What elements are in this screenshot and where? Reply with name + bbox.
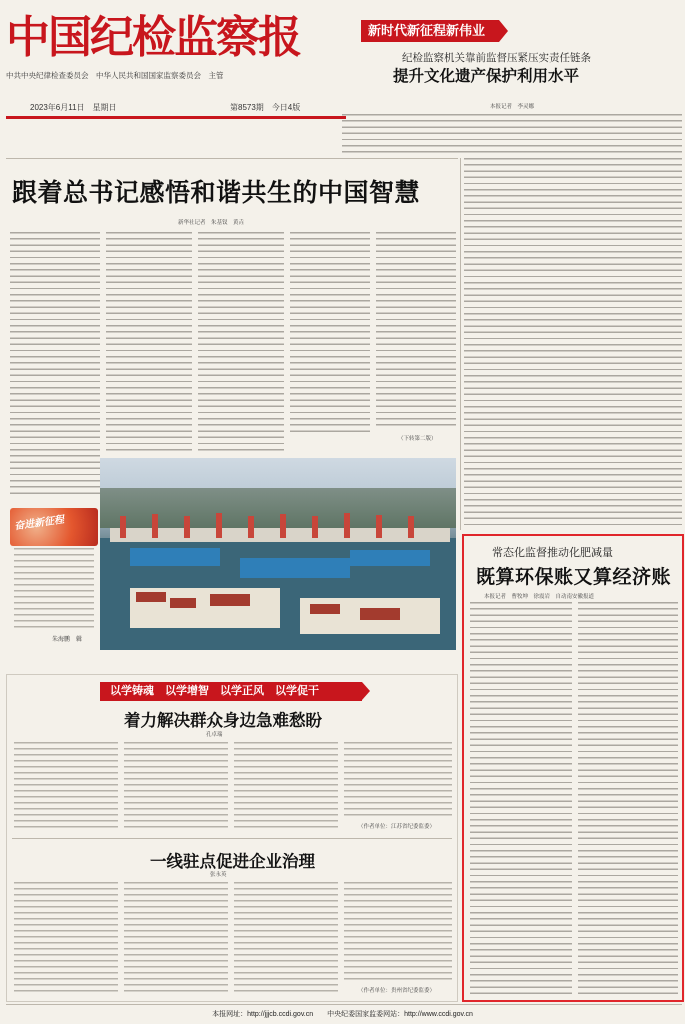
bottom-story-byline: 张永英 (210, 872, 227, 878)
main-story-continued: （下转第二版） (398, 436, 437, 442)
main-story-column-4 (290, 232, 370, 432)
middle-story-column-2 (124, 742, 228, 832)
side-feature-badge: 奋进新征程 (13, 514, 65, 533)
main-story-column-1 (10, 232, 100, 496)
highlight-story-kicker: 常态化监督推动化肥减量 (492, 547, 613, 559)
divider (6, 158, 458, 159)
side-feature-caption (14, 548, 94, 628)
main-story-byline: 新华社记者 朱基钗 黄垚 (178, 220, 245, 226)
bottom-story-author-unit: （作者单位：贵州省纪委监委） (358, 988, 436, 994)
masthead-title: 中国纪检监察报 (6, 12, 300, 63)
bottom-story-headline: 一线驻点促进企业治理 (150, 852, 315, 871)
column-rule (460, 158, 461, 530)
masthead-rule (6, 116, 346, 119)
top-story-kicker: 纪检监察机关靠前监督压紧压实责任链条 (402, 52, 591, 64)
masthead-date: 2023年6月11日 星期日 (30, 103, 117, 112)
middle-story-column-1 (14, 742, 118, 832)
port-photo (100, 458, 456, 650)
masthead-sponsor: 中共中央纪律检查委员会 中华人民共和国国家监察委员会 主管 (6, 71, 224, 80)
middle-story-column-3 (234, 742, 338, 832)
bottom-story-column-3 (234, 882, 338, 994)
top-story-body (342, 114, 682, 154)
top-story-byline: 本报记者 李灵娜 (490, 104, 535, 110)
highlight-story-headline: 既算环保账又算经济账 (476, 566, 672, 588)
bottom-story-column-4 (344, 882, 452, 982)
highlight-story-column-2 (578, 602, 678, 996)
highlight-story-column-1 (470, 602, 572, 996)
main-story-column-3 (198, 232, 284, 454)
main-story-column-2 (106, 232, 192, 454)
masthead (6, 6, 346, 86)
slogan-banner: 以学铸魂 以学增智 以学正风 以学促干 (100, 682, 362, 701)
divider (12, 838, 452, 839)
top-story-banner: 新时代新征程新伟业 (361, 20, 499, 42)
middle-story-column-4 (344, 742, 452, 818)
middle-story-headline: 着力解决群众身边急难愁盼 (124, 711, 322, 730)
slogan-arrow (362, 682, 370, 700)
bottom-story-column-2 (124, 882, 228, 994)
bottom-story-column-1 (14, 882, 118, 994)
banner-arrow (499, 20, 508, 42)
masthead-issue: 第8573期 今日4版 (230, 103, 301, 112)
main-story-headline: 跟着总书记感悟和谐共生的中国智慧 (12, 178, 421, 207)
middle-story-author-unit: （作者单位：江苏省纪委监委） (358, 824, 436, 830)
top-story-headline: 提升文化遗产保护利用水平 (393, 66, 580, 85)
top-story-body-continued (464, 158, 682, 528)
highlight-story-byline: 本报记者 曹牧坤 徐震岩 自动南安徽报道 (484, 594, 595, 600)
side-feature-signoff: 朱海鹏 辑 (52, 637, 83, 643)
footer-urls: 本报网址：http://jjjcb.ccdi.gov.cn 中央纪委国家监委网站：http://www.ccdi.gov.cn (212, 1011, 473, 1018)
middle-story-byline: 孔卓瑞 (206, 732, 223, 738)
main-story-column-5 (376, 232, 456, 428)
